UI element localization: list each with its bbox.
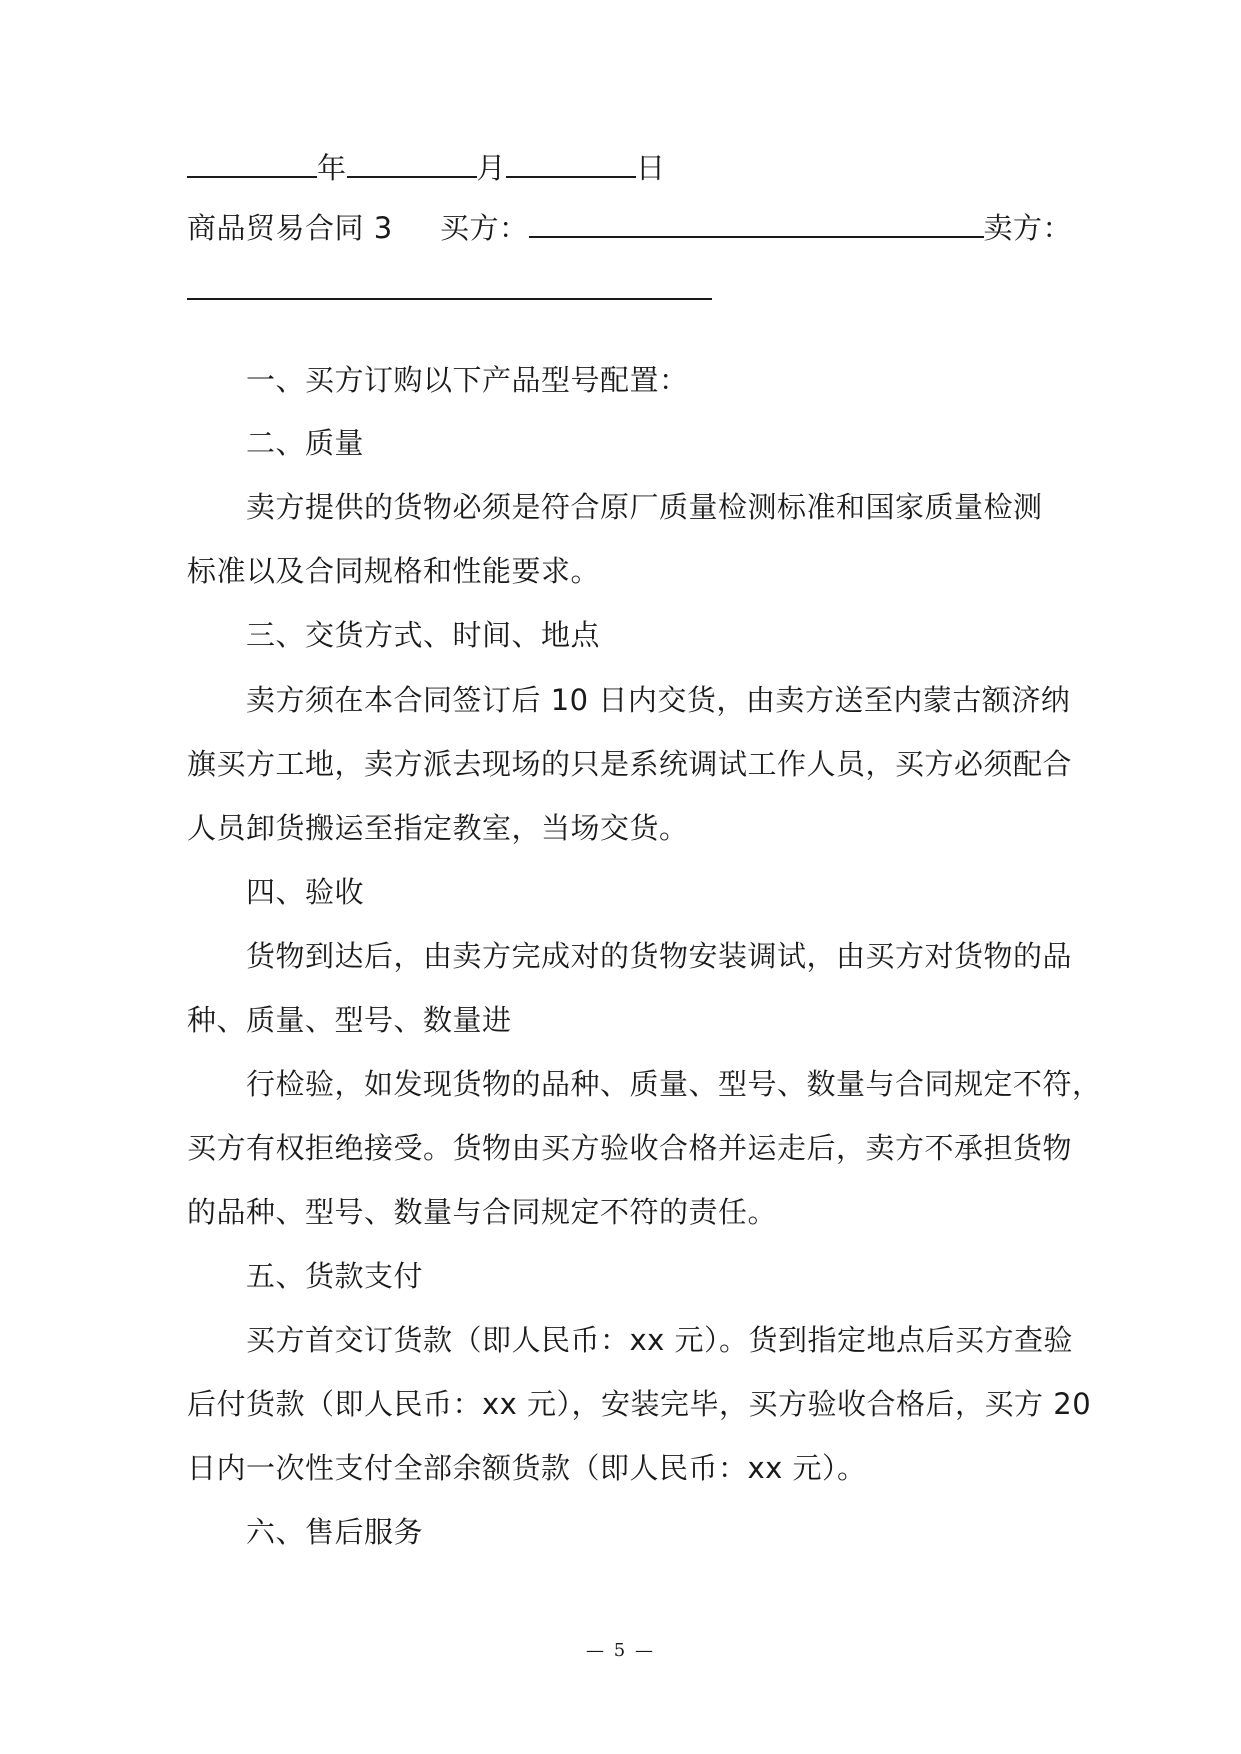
paragraph-line: 买方首交订货款（即人民币：xx 元）。货到指定地点后买方查验: [246, 1323, 1074, 1357]
month-blank: [347, 150, 477, 178]
day-label: 日: [636, 151, 666, 185]
year-label: 年: [317, 151, 347, 185]
date-line: [187, 148, 666, 188]
seller-label: 卖方：: [983, 211, 1073, 245]
buyer-blank: [529, 210, 984, 238]
paragraph-line: 货物到达后，由卖方完成对的货物安装调试，由买方对货物的品: [246, 939, 1073, 973]
section-heading: 六、售后服务: [246, 1515, 424, 1549]
paragraph-line: 卖方须在本合同签订后 10 日内交货，由卖方送至内蒙古额济纳: [246, 683, 1071, 717]
section-heading: 五、货款支付: [246, 1259, 424, 1293]
section-heading: 二、质量: [246, 426, 365, 460]
year-blank: [187, 150, 317, 178]
month-label: 月: [476, 151, 507, 185]
seller-blank: [187, 272, 712, 300]
section-heading: 四、验收: [246, 875, 365, 909]
paragraph-line: 行检验，如发现货物的品种、质量、型号、数量与合同规定不符，: [246, 1067, 1102, 1101]
paragraph-line: 的品种、型号、数量与合同规定不符的责任。: [187, 1195, 778, 1229]
paragraph-line: 后付货款（即人民币：xx 元），安装完毕，买方验收合格后，买方 20: [187, 1387, 1092, 1421]
paragraph-line: 种、质量、型号、数量进: [187, 1003, 512, 1037]
paragraph-line: 旗买方工地，卖方派去现场的只是系统调试工作人员，买方必须配合: [187, 747, 1073, 781]
paragraph-line: 人员卸货搬运至指定教室，当场交货。: [187, 811, 689, 845]
paragraph-line: 标准以及合同规格和性能要求。: [187, 554, 601, 588]
day-blank: [506, 150, 636, 178]
seller-field: [187, 270, 712, 310]
buyer-label: 买方：: [440, 211, 529, 245]
paragraph-line: 卖方提供的货物必须是符合原厂质量检测标准和国家质量检测: [246, 490, 1043, 524]
page-number: — 5 —: [586, 1640, 655, 1661]
paragraph-line: 日内一次性支付全部余额货款（即人民币：xx 元）。: [187, 1451, 867, 1485]
paragraph-line: 买方有权拒绝接受。货物由买方验收合格并运走后，卖方不承担货物: [187, 1131, 1073, 1165]
contract-title: 商品贸易合同 3: [187, 211, 393, 245]
buyer-field: [440, 208, 1072, 248]
section-heading: 一、买方订购以下产品型号配置：: [246, 363, 689, 397]
section-heading: 三、交货方式、时间、地点: [246, 618, 601, 652]
